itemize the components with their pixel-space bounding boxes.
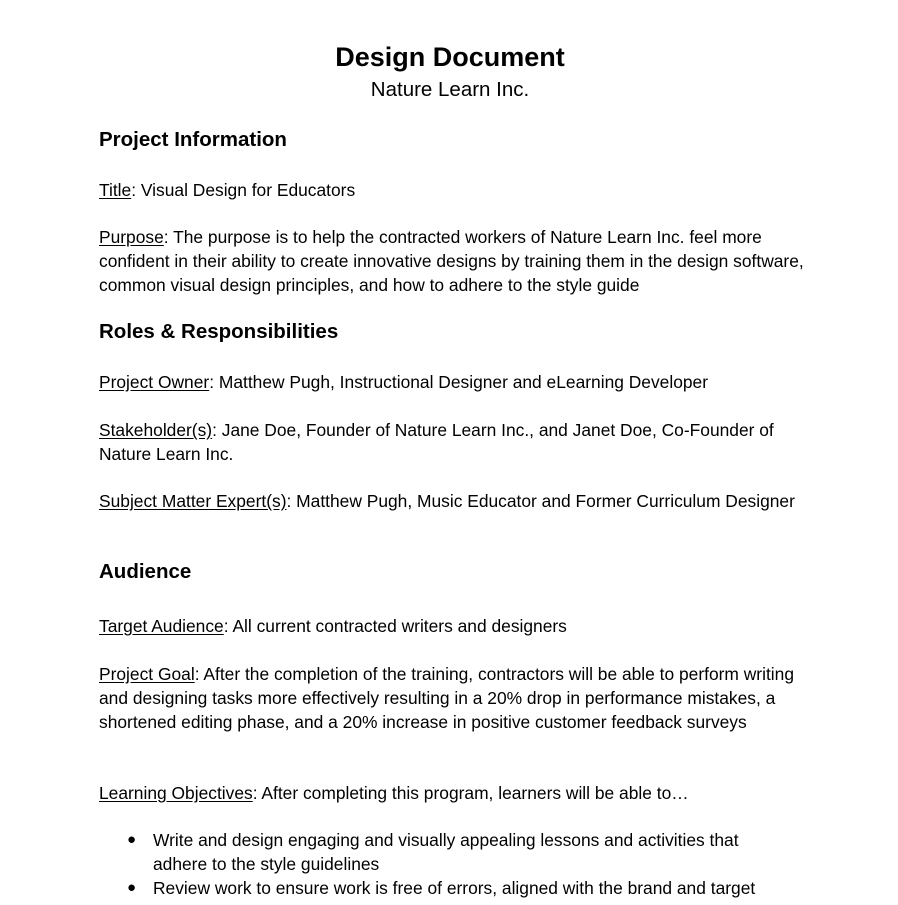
sme-paragraph — [99, 489, 804, 513]
list-item — [99, 876, 783, 900]
project-goal-label: Project Goal — [99, 664, 195, 684]
project-owner-value: : Matthew Pugh, Instructional Designer and eLearning Developer — [209, 372, 709, 392]
sme-value: : Matthew Pugh, Music Educator and Former Curriculum Designer — [286, 491, 795, 511]
target-audience-label: Target Audience — [99, 616, 224, 636]
heading-audience: Audience — [99, 560, 192, 583]
learning-objectives-list — [99, 828, 809, 900]
project-owner-paragraph — [99, 370, 804, 394]
stakeholders-value: : Jane Doe, Founder of Nature Learn Inc., and Janet Doe, Co-Founder of Nature Learn Inc. — [99, 420, 774, 464]
project-goal-paragraph — [99, 662, 804, 734]
document-subtitle: Nature Learn Inc. — [370, 78, 530, 101]
objective-text: Write and design engaging and visually appealing lessons and activities that adhere to the style guidelines — [153, 830, 739, 874]
bullet-icon: ● — [127, 879, 137, 896]
learning-objectives-label: Learning Objectives — [99, 783, 253, 803]
title-paragraph — [99, 178, 804, 202]
title-value: : Visual Design for Educators — [131, 180, 356, 200]
heading-roles-responsibilities: Roles & Responsibilities — [99, 320, 339, 343]
project-owner-label: Project Owner — [99, 372, 210, 392]
bullet-icon: ● — [127, 831, 137, 848]
objective-text: Review work to ensure work is free of errors, aligned with the brand and target — [153, 878, 756, 898]
purpose-value: : The purpose is to help the contracted workers of Nature Learn Inc. feel more confident in their ability to create innovative designs by training them in the design software, common visual design principles, and how to adhere to the style guide — [99, 227, 804, 295]
heading-project-information: Project Information — [99, 128, 287, 151]
project-goal-value: : After the completion of the training, contractors will be able to perform writing and designing tasks more effectively resulting in a 20% drop in performance mistakes, a shortened editing phase, and a 20% increase in positive customer feedback surveys — [99, 664, 795, 732]
document-title: Design Document — [335, 42, 565, 72]
stakeholders-label: Stakeholder(s) — [99, 420, 213, 440]
target-audience-paragraph — [99, 614, 804, 638]
list-item — [99, 828, 783, 876]
sme-label: Subject Matter Expert(s) — [99, 491, 287, 511]
learning-objectives-paragraph — [99, 781, 804, 805]
purpose-label: Purpose — [99, 227, 164, 247]
purpose-paragraph — [99, 225, 804, 297]
target-audience-value: : All current contracted writers and designers — [223, 616, 567, 636]
learning-objectives-value: : After completing this program, learners will be able to… — [252, 783, 689, 803]
stakeholders-paragraph — [99, 418, 804, 466]
title-label: Title — [99, 180, 132, 200]
